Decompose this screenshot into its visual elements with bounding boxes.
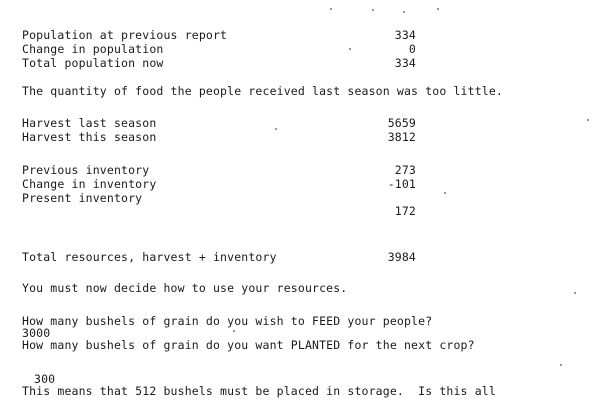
harvest-this-value: 3812 (387, 130, 416, 144)
total-resources-label: Total resources, harvest + inventory (22, 250, 277, 264)
scan-speck (574, 292, 576, 294)
inventory-change-value: -101 (387, 177, 416, 191)
scan-speck (330, 8, 332, 10)
inventory-change-label: Change in inventory (22, 177, 157, 191)
scan-speck (560, 364, 562, 366)
feed-question: How many bushels of grain do you wish to FEED your people? (22, 314, 433, 328)
harvest-last-label: Harvest last season (22, 116, 157, 130)
inventory-previous-label: Previous inventory (22, 163, 150, 177)
scan-speck (233, 330, 235, 332)
decide-prompt: You must now decide how to use your resources. (22, 281, 348, 295)
population-previous-value: 334 (394, 28, 416, 42)
scan-speck (587, 119, 589, 121)
population-total-label: Total population now (22, 56, 164, 70)
storage-message: This means that 512 bushels must be placed in storage. Is this all (22, 384, 496, 398)
harvest-this-label: Harvest this season (22, 130, 157, 144)
total-resources-value: 3984 (387, 250, 416, 264)
plant-question: How many bushels of grain do you want PLANTED for the next crop? (22, 338, 475, 352)
plant-answer-input[interactable]: 300 (34, 372, 56, 386)
feed-answer-input[interactable]: 3000 (22, 326, 51, 340)
scan-speck (349, 48, 351, 50)
population-change-value: 0 (408, 42, 416, 56)
scan-speck (444, 192, 446, 194)
inventory-present-value: 172 (394, 204, 416, 218)
scan-speck (437, 8, 439, 10)
inventory-previous-value: 273 (394, 163, 416, 177)
population-previous-label: Population at previous report (22, 28, 228, 42)
population-total-value: 334 (394, 56, 416, 70)
food-status-message: The quantity of food the people received last season was too little. (22, 84, 504, 98)
scan-speck (403, 11, 405, 13)
inventory-present-label: Present inventory (22, 191, 143, 205)
population-change-label: Change in population (22, 42, 164, 56)
scan-speck (372, 9, 374, 11)
scan-speck (275, 128, 277, 130)
harvest-last-value: 5659 (387, 116, 416, 130)
